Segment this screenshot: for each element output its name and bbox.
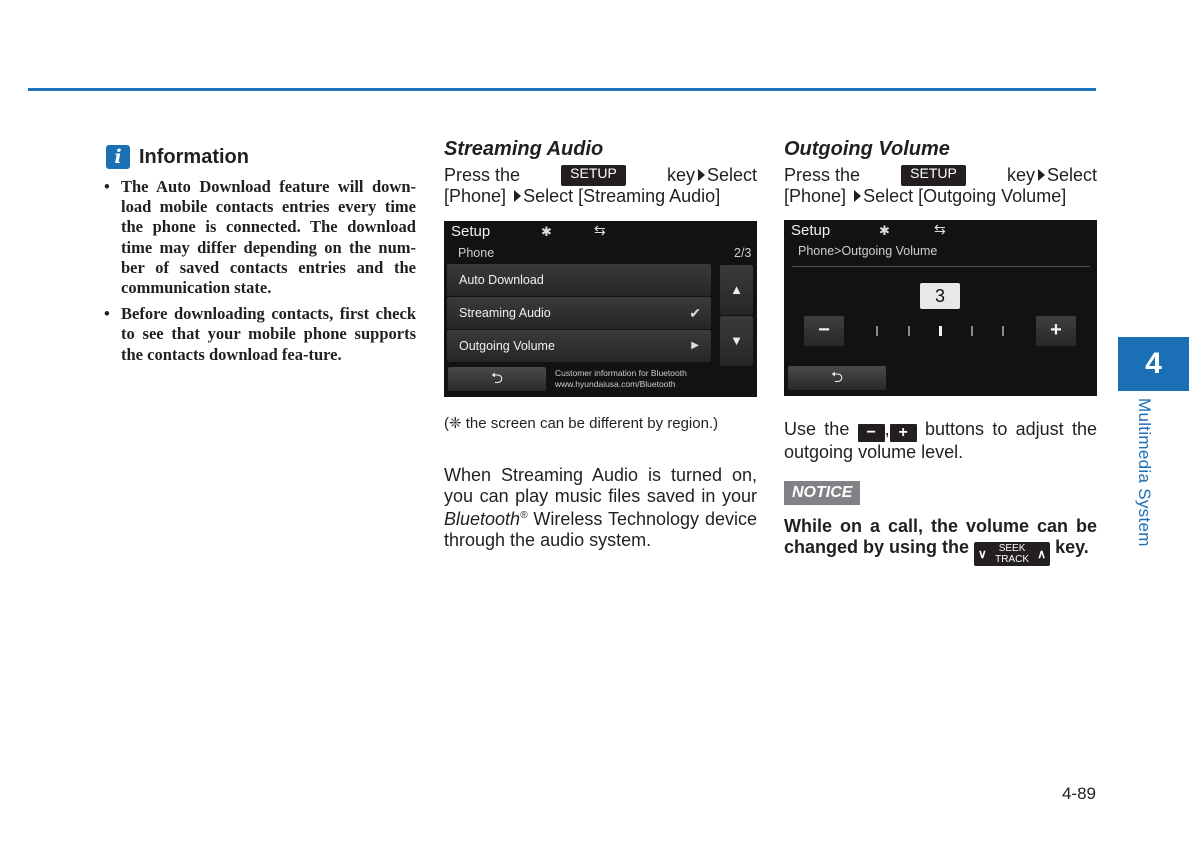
screen-title: Setup — [791, 222, 831, 239]
menu-item-auto-download[interactable] — [447, 264, 711, 296]
notice-body: key. — [1055, 536, 1089, 557]
usb-icon: ⇆ — [594, 222, 606, 238]
notice-badge: NOTICE — [784, 481, 860, 505]
plus-key-icon: + — [890, 424, 917, 442]
information-bullet — [104, 177, 416, 298]
volume-minus-button[interactable] — [804, 316, 844, 346]
body-text: Wireless Technology device through the audio system. — [444, 509, 757, 550]
press-text: Press the — [784, 165, 861, 185]
seek-track-key — [974, 542, 1050, 566]
brand-text: Bluetooth — [444, 509, 521, 529]
back-button[interactable] — [788, 366, 886, 390]
customer-info-note — [555, 368, 687, 389]
key-word: key — [666, 165, 695, 185]
bluetooth-icon: ✱ — [879, 223, 890, 238]
setup-phone-screen — [444, 221, 757, 397]
bullet-symbol: • — [104, 304, 110, 324]
setup-key: SETUP — [901, 165, 966, 186]
menu-item-label: Outgoing Volume — [459, 339, 555, 353]
section-title: Streaming Audio — [444, 138, 604, 160]
menu-item-streaming-audio[interactable] — [447, 297, 711, 329]
outgoing-volume-section — [784, 138, 1097, 206]
screen-subtitle: Phone>Outgoing Volume — [798, 244, 938, 258]
track-label: TRACK — [995, 553, 1029, 565]
volume-tick — [876, 326, 878, 336]
body-text: When Streaming Audio is turned on, you can play music files saved in your — [444, 465, 757, 506]
comma: , — [884, 419, 890, 439]
notice-text — [784, 516, 1097, 566]
menu-item-label: Auto Download — [459, 273, 544, 287]
phone-text: [Phone] — [444, 185, 507, 206]
key-select-text — [1007, 165, 1097, 186]
setup-key: SETUP — [561, 165, 626, 186]
registered-mark: ® — [520, 510, 528, 521]
use-buttons-text — [784, 419, 1097, 463]
back-button[interactable] — [448, 367, 546, 391]
checkmark-icon: ✔ — [689, 305, 701, 321]
menu-item-outgoing-volume[interactable] — [447, 330, 711, 362]
plus-icon: + — [1050, 319, 1062, 341]
instruction-line-2 — [444, 186, 757, 207]
page-indicator: 2/3 — [734, 246, 752, 260]
streaming-body — [444, 465, 757, 550]
divider — [792, 266, 1090, 267]
phone-text: [Phone] — [784, 185, 847, 206]
body-text: Use the — [784, 419, 850, 439]
bluetooth-icon: ✱ — [541, 224, 552, 239]
volume-tick — [1002, 326, 1004, 336]
chapter-title: Multimedia System — [1135, 398, 1154, 547]
instruction-line-1 — [444, 165, 757, 186]
press-text: Press the — [444, 165, 521, 185]
information-list — [104, 177, 416, 371]
key-select-text — [667, 165, 757, 186]
scroll-down-button[interactable] — [720, 316, 753, 366]
select-word: Select — [1046, 165, 1097, 185]
chapter-tab: 4 — [1118, 337, 1189, 391]
arrow-right-icon — [854, 190, 861, 202]
select-outgoing-text: Select [Outgoing Volume] — [863, 185, 1067, 206]
instruction-line-2 — [784, 186, 1097, 207]
bullet-text: The Auto Download feature will down-load mobile contacts entries every time the phone is connected. The download time may differ depending on the num-ber of saved contacts entries and the communication state. — [121, 177, 416, 298]
information-heading — [106, 144, 418, 170]
screen-title: Setup — [451, 223, 491, 240]
top-rule — [28, 88, 1096, 91]
select-streaming-text: Select [Streaming Audio] — [523, 185, 721, 206]
seek-track-label — [995, 543, 1029, 565]
body-text: buttons to adjust the outgoing volume level. — [784, 419, 1097, 462]
screen-caption: (❈ the screen can be different by region.) — [444, 415, 719, 432]
usb-icon: ⇆ — [934, 221, 946, 237]
arrow-right-icon — [698, 169, 705, 181]
arrow-right-icon — [514, 190, 521, 202]
arrow-right-icon — [1038, 169, 1045, 181]
volume-tick — [971, 326, 973, 336]
volume-tick-active — [939, 326, 942, 336]
bullet-symbol: • — [104, 177, 110, 196]
scroll-up-button[interactable] — [720, 265, 753, 315]
notice-body: While on a call, the volume can be changed by using the — [784, 516, 1097, 557]
chevron-down-icon: ▼ — [730, 333, 743, 348]
notice-label — [784, 481, 860, 505]
arrow-right-icon: ▶ — [691, 340, 699, 351]
minus-key-icon: − — [858, 424, 885, 442]
information-bullet — [104, 304, 416, 365]
key-word: key — [1006, 165, 1035, 185]
outgoing-volume-screen — [784, 220, 1097, 396]
note-line: Customer information for Bluetooth — [555, 368, 687, 378]
volume-plus-button[interactable] — [1036, 316, 1076, 346]
back-arrow-icon: ⮌ — [830, 369, 843, 386]
back-arrow-icon: ⮌ — [490, 370, 503, 387]
bullet-text: Before downloading contacts, first check to see that your mobile phone supports the contacts download fea-ture. — [121, 304, 416, 364]
screen-subtitle: Phone — [458, 246, 495, 260]
menu-item-label: Streaming Audio — [459, 306, 551, 320]
chevron-up-icon: ∧ — [1037, 546, 1047, 561]
volume-level-display: 3 — [920, 283, 960, 309]
info-icon: i — [106, 145, 130, 169]
page-number: 4-89 — [1061, 784, 1096, 803]
volume-tick — [908, 326, 910, 336]
minus-icon: − — [818, 319, 830, 341]
select-word: Select — [706, 165, 757, 185]
section-title: Outgoing Volume — [784, 138, 950, 160]
instruction-line-1 — [784, 165, 1097, 186]
chevron-up-icon: ▲ — [730, 282, 743, 297]
streaming-audio-section — [444, 138, 757, 206]
note-line: www.hyundaiusa.com/Bluetooth — [555, 378, 676, 389]
information-title: Information — [139, 145, 249, 168]
seek-label: SEEK — [998, 542, 1026, 554]
chevron-down-icon: ∨ — [978, 546, 987, 561]
